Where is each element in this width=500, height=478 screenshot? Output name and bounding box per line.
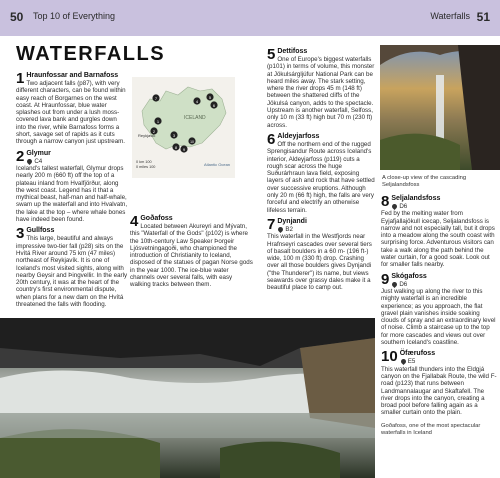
- item-body: Fed by the melting water from Eyjafjallajökull icecap, Seljalandsfoss is narrow and not especially tall, but it drops into a meadow along the south coast with surprising force. Adventurous visitors can take a walk along the path behind the water curtain, for a good soak. Look out for smaller falls nearby.: [381, 210, 495, 269]
- map-ref: E5: [407, 358, 416, 366]
- item-body: This waterfall in the Westfjords near Hrafnseyri cascades over several tiers of basalt boulders in a 60 m- (196 ft-) wide, 100 m (330 ft) drop. Crashing over all those boulders gives Dynjandi ("the Thunderer") its name, but views seawards over grassy dales make it a beautiful place to camp out.: [267, 233, 372, 292]
- column-4: [381, 195, 497, 436]
- item-body: One of Europe's biggest waterfalls (p101) in terms of volume, this monster at Jökulsárgljúfur National Park can be heard miles away. The stark setting, where the river drops 45 m (148 ft) between the shattered cliffs of the Jökulsá canyon, adds to the spectacle. Upstream is another waterfall, Selfoss, only 10 m (33 ft) high but 70 m (230 ft) across.: [267, 56, 375, 129]
- item-body: Two adjacent falls (p87), with very different characters, can be found within easy reach of Borgarnes on the west coast. At Hraunfossar, blue water splashes out from under a lush moss-covered lava bank and gurgles down into the river, while Barnafoss forms a short, savage set of rapids as it cuts through a narrow canyon just upstream.: [16, 80, 126, 146]
- list-item: [16, 227, 128, 308]
- item-body: Located between Akureyri and Mývatn, this "Waterfall of the Gods" (p102) is where the 10th-century Law Speaker Þorgeir Ljósvetningagoði, who championed the introduction of Christianity to Iceland, disposed of the statues of pagan Norse gods in the year 1000. The ice-blue water channels over several falls, with easy walking tracks between them.: [130, 223, 253, 289]
- photo-caption-bottom: Goðafoss, one of the most spectacular waterfalls in Iceland: [381, 422, 481, 436]
- svg-text:8: 8: [174, 145, 178, 150]
- item-body: Off the northern end of the rugged Sprengisandur Route across Iceland's interior, Aldeyjarfoss (p119) cuts a rough scar across the huge Suðurárhraun lava field, exposing layers of ash and rock that have settled over successive eruptions. Although only 20 m (66 ft) high, the falls are very forceful and electrify an otherwise lifeless terrain.: [267, 140, 375, 214]
- map-pin-icon: [391, 280, 398, 287]
- header-bar: [0, 0, 500, 36]
- item-body: Just walking up along the river to this mighty waterfall is an incredible experience; as you approach, the flat gravel plain vanishes inside soaking clouds of spray and an extraordinary level of noise. Climb a staircase up to the top for more cascades and views out over southern Iceland's coastline.: [381, 287, 496, 347]
- map-scale-mi: 0 miles 100: [136, 165, 156, 169]
- list-item: [381, 350, 497, 416]
- list-item: [267, 130, 375, 214]
- item-title: Dettifoss: [277, 48, 308, 55]
- map-scale-km: 0 km 100: [136, 160, 152, 164]
- map-location: [391, 203, 407, 210]
- item-title: Öfærufoss: [399, 350, 436, 358]
- map-location: [391, 281, 407, 288]
- item-body: This large, beautiful and always impressive two-tier fall (p28) sits on the Hvítá River around 75 km (47 miles) northeast of Reykjavík. It is one of Iceland's most visited sights, along with nearby Geysir and Þingvellir. In the early 20th century, it was at the heart of the country's first environmental dispute, when plans for a new dam on the Hvítá threatened the falls with flooding.: [16, 235, 128, 309]
- list-item: [130, 215, 254, 289]
- item-number: 6: [267, 130, 276, 148]
- item-title: Hraunfossar and Barnafoss: [26, 72, 119, 79]
- item-body: Iceland's tallest waterfall, Glymur drops nearly 200 m (660 ft) off the top of a plateau inland from Hvalfjörður, along the west coast. Legend has it that a mythical beast, half-man and half-whale, swam up the waterfall and into Hvalvatn, the lake at the top – where whale bones have indeed been found.: [16, 164, 128, 224]
- list-item: [16, 72, 128, 146]
- map-pin-icon: [26, 157, 33, 164]
- svg-text:4: 4: [195, 99, 199, 104]
- iceland-map: [132, 77, 235, 178]
- page-number-left: 50: [10, 10, 24, 24]
- item-number: 4: [130, 213, 139, 230]
- item-number: 10: [381, 348, 398, 366]
- svg-text:7: 7: [154, 96, 158, 101]
- svg-text:10: 10: [190, 140, 194, 144]
- item-number: 5: [267, 46, 276, 63]
- list-item: [267, 48, 375, 129]
- map-pin-icon: [277, 226, 284, 233]
- item-title: Dynjandi: [277, 217, 307, 225]
- page-number-right: 51: [476, 10, 490, 24]
- svg-text:2: 2: [152, 129, 156, 134]
- item-title: Glymur: [26, 149, 51, 157]
- item-title: Gullfoss: [26, 227, 55, 235]
- item-number: 3: [16, 225, 25, 243]
- list-item: [381, 195, 497, 269]
- list-item: [267, 215, 375, 292]
- map-graphic: [132, 77, 235, 178]
- column-1: [16, 72, 128, 308]
- column-2: [130, 215, 254, 289]
- godafoss-photo: [0, 318, 375, 478]
- item-body: This waterfall thunders into the Eldgjá canyon on the Fjallabak Route, the wild F-road (p123) that runs between Landmannalaugar and Skaftafell. The river drops into the canyon, creating a broad pool before falling again as a smaller curtain onto the plain.: [381, 365, 497, 417]
- svg-text:5: 5: [208, 95, 212, 100]
- map-ref: D6: [399, 203, 408, 210]
- map-ref: D6: [399, 280, 408, 288]
- svg-text:3: 3: [172, 133, 176, 138]
- item-number: 1: [16, 70, 25, 87]
- item-title: Skógafoss: [391, 272, 427, 280]
- svg-text:9: 9: [182, 147, 186, 152]
- map-label-country: ICELAND: [184, 115, 206, 121]
- photo-caption-right: A close-up view of the cascading Seljalandsfoss: [382, 175, 467, 188]
- map-ref: B2: [285, 225, 293, 233]
- map-pin-icon: [391, 203, 398, 210]
- map-location: [277, 226, 293, 233]
- column-3: [267, 48, 375, 292]
- item-number: 2: [16, 147, 25, 165]
- section-title: Waterfalls: [430, 11, 470, 21]
- map-location: [26, 158, 42, 165]
- item-title: Goðafoss: [140, 215, 173, 222]
- item-number: 8: [381, 193, 390, 210]
- svg-text:6: 6: [212, 103, 216, 108]
- seljalandsfoss-photo: [380, 45, 500, 170]
- item-number: 9: [381, 270, 390, 288]
- list-item: [16, 147, 128, 224]
- list-item: [381, 270, 497, 347]
- map-location: [400, 358, 416, 365]
- map-ref: C4: [34, 157, 43, 165]
- item-number: 7: [267, 215, 276, 233]
- map-label-city: Reykjavík: [138, 133, 156, 138]
- svg-text:1: 1: [156, 119, 160, 124]
- item-title: Seljalandsfoss: [391, 195, 441, 202]
- map-pin-icon: [400, 358, 407, 365]
- book-title: Top 10 of Everything: [33, 11, 116, 21]
- page-title: WATERFALLS: [16, 43, 166, 65]
- map-label-ocean: Atlantic Ocean: [204, 162, 231, 167]
- item-title: Aldeyjarfoss: [277, 132, 320, 140]
